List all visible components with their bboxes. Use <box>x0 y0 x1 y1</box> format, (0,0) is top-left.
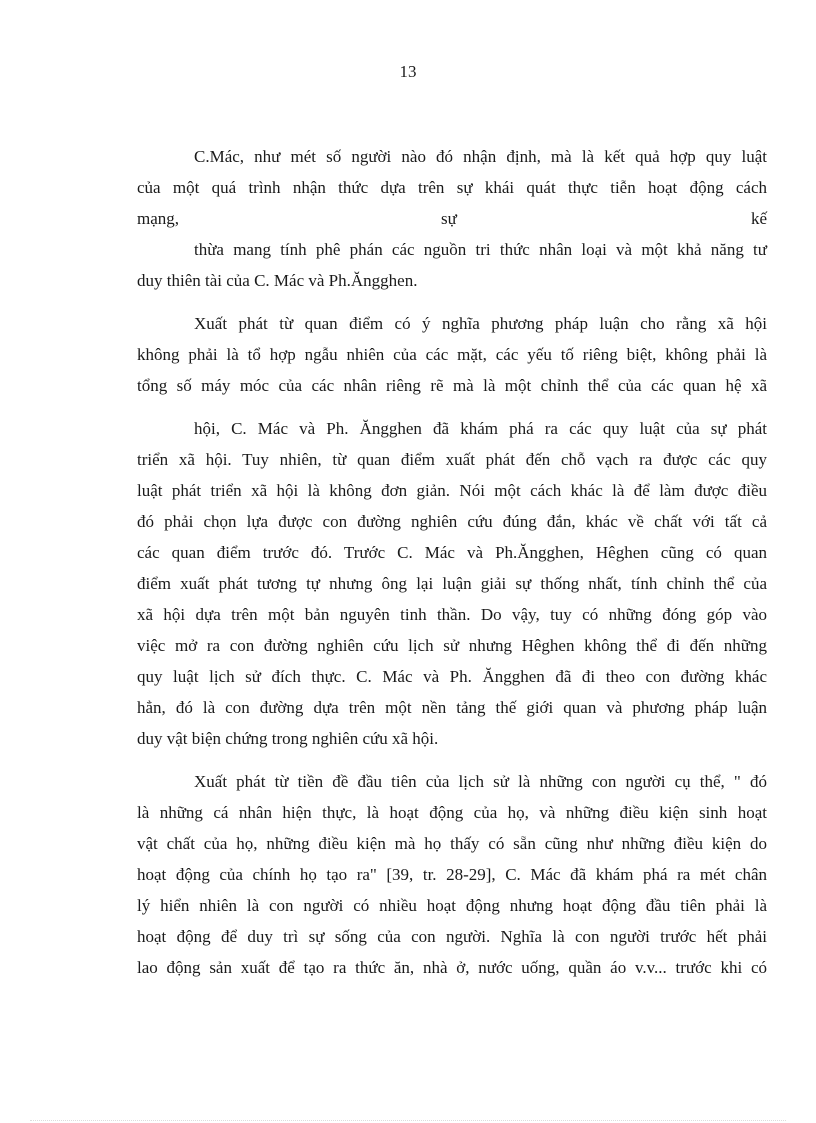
text-line: Xuất phát từ quan điểm có ý nghĩa phương pháp luận cho rằng xã hội <box>194 314 767 333</box>
text-line: quy luật lịch sử đích thực. C. Mác và Ph. Ăngghen đã đi theo con đường khác <box>137 667 767 686</box>
text-line: việc mở ra con đường nghiên cứu lịch sử nhưng Hêghen không thể đi đến những <box>137 636 767 655</box>
text-line: vật chất của họ, những điều kiện mà họ thấy có sẵn cũng như những điều kiện do <box>137 834 767 853</box>
text-line: lý hiển nhiên là con người có nhiều hoạt động nhưng hoạt động đầu tiên phải là <box>137 896 767 915</box>
text-line: duy vật biện chứng trong nghiên cứu xã hội. <box>137 729 439 748</box>
text-line: triển xã hội. Tuy nhiên, từ quan điểm xuất phát đến chỗ vạch ra được các quy <box>137 450 767 469</box>
text-line: hẳn, đó là con đường dựa trên một nền tảng thế giới quan và phương pháp luận <box>137 698 767 717</box>
text-fragment: mạng, <box>137 209 180 228</box>
text-line: C.Mác, như mét số người nào đó nhận định, mà là kết quả hợp quy luật <box>194 147 767 166</box>
text-line: Xuất phát từ tiền đề đầu tiên của lịch sử là những con người cụ thể, " đó <box>194 772 767 791</box>
text-line: đó phải chọn lựa được con đường nghiên cứu đúng đắn, khác về chất với tất cả <box>137 512 767 531</box>
text-line: không phải là tổ hợp ngẫu nhiên của các mặt, các yếu tố riêng biệt, không phải là <box>137 345 767 364</box>
text-line: duy thiên tài của C. Mác và Ph.Ăngghen. <box>137 271 418 290</box>
page-number: 13 <box>399 62 417 81</box>
text-line: lao động sản xuất để tạo ra thức ăn, nhà ở, nước uống, quần áo v.v... trước khi có <box>137 958 767 977</box>
text-fragment: sự <box>441 209 457 228</box>
text-line: luật phát triển xã hội là không đơn giản. Nói một cách khác là để làm được điều <box>137 481 767 500</box>
text-line: xã hội dựa trên một bản nguyên tinh thần. Do vậy, tuy có những đóng góp vào <box>137 605 767 624</box>
text-line <box>137 203 767 234</box>
text-line: là những cá nhân hiện thực, là hoạt động của họ, và những điều kiện sinh hoạt <box>137 803 767 822</box>
text-line: hoạt động của chính họ tạo ra" [39, tr. 28-29], C. Mác đã khám phá ra mét chân <box>137 865 767 884</box>
text-line: các quan điểm trước đó. Trước C. Mác và Ph.Ăngghen, Hêghen cũng có quan <box>137 543 767 562</box>
page-bottom-rule <box>30 1120 786 1121</box>
document-body <box>137 141 767 983</box>
text-line: điểm xuất phát tương tự nhưng ông lại luận giải sự thống nhất, tính chỉnh thể của <box>137 574 767 593</box>
text-line: thừa mang tính phê phán các nguồn tri thức nhân loại và một khả năng tư <box>194 240 767 259</box>
text-line: tổng số máy móc của các nhân riêng rẽ mà là một chỉnh thể của các quan hệ xã <box>137 376 767 395</box>
text-fragment: kế <box>750 209 767 228</box>
text-line: hội, C. Mác và Ph. Ăngghen đã khám phá ra các quy luật của sự phát <box>194 419 767 438</box>
text-line: hoạt động để duy trì sự sống của con người. Nghĩa là con người trước hết phải <box>137 927 767 946</box>
text-line: của một quá trình nhận thức dựa trên sự khái quát thực tiễn hoạt động cách <box>137 178 767 197</box>
